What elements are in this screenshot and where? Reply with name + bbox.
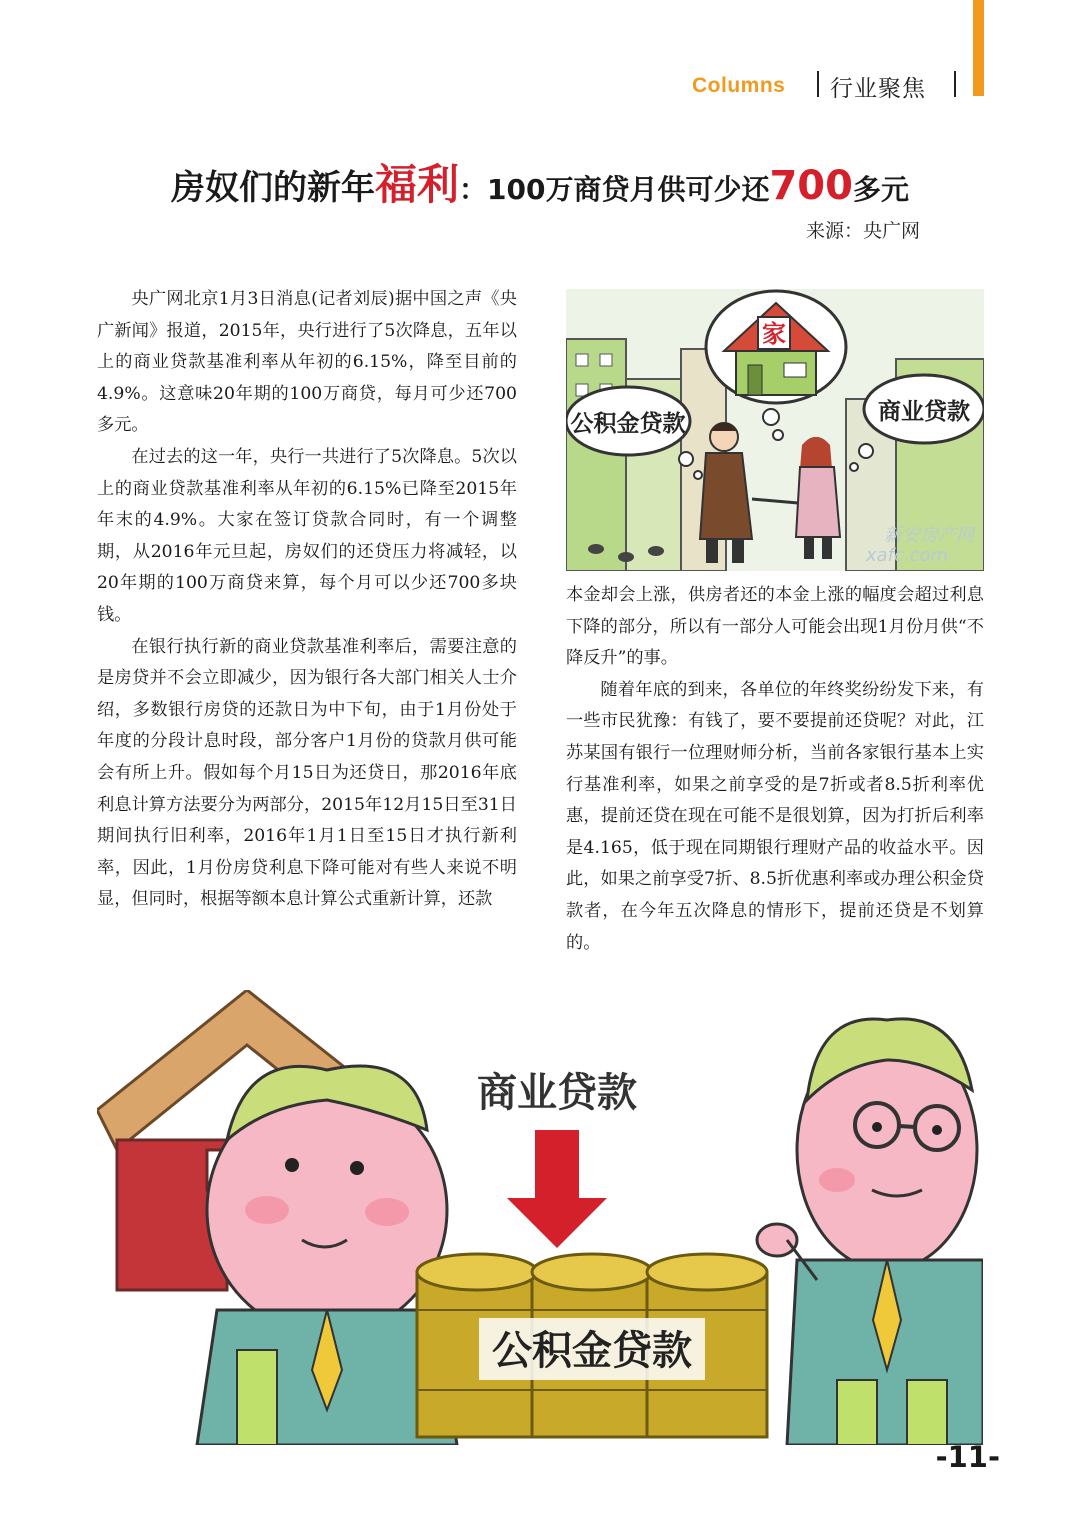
comparison-illustration-svg [97, 990, 983, 1445]
page-number: -11- [935, 1440, 1000, 1474]
header-divider-left [817, 71, 819, 97]
right-column [566, 580, 984, 959]
provident-fund-label: 公积金贷款 [492, 1328, 692, 1374]
bubble-left-label: 公积金贷款 [570, 411, 686, 437]
paragraph: 在银行执行新的商业贷款基准利率后，需要注意的是房贷并不会立即减少，因为银行各大部门相关人士介绍，多数银行房贷的还款日为中下旬，由于1月份处于年度的分段计息时段，部分客户1月份的贷款月供可能会有所上升。假如每个月15日为还贷日，那2016年底利息计算方法要分为两部分，2015年12月15日至31日期间执行旧利率，2016年1月1日至15日才执行新利率，因此，1月份房贷利息下降可能对有些人来说不明显，但同时，根据等额本息计算公式重新计算，还款 [97, 636, 517, 910]
house-label: 家 [762, 320, 786, 348]
title-part-1: 房奴们的新年 [171, 168, 375, 208]
paragraph: 在过去的这一年，央行一共进行了5次降息。5次以上的商业贷款基准利率从年初的6.15%已降至2015年年末的4.9%。大家在签订贷款合同时，有一个调整期，从2016年元旦起，房奴们的还贷压力将减轻，以20年期的100万商贷来算，每个月可以少还700多块钱。 [97, 446, 517, 625]
illustration-loan-couple [566, 289, 984, 571]
couple-illustration-svg [566, 289, 984, 571]
left-column [97, 284, 517, 916]
title-part-3: ：100万商贷月供可少还 [459, 173, 770, 206]
header-divider-right [954, 71, 956, 97]
paragraph-continuation: 本金却会上涨，供房者还的本金上涨的幅度会超过利息下降的部分，所以有一部分人可能会出现1月份月供“不降反升”的事。 [566, 585, 984, 669]
section-label: 行业聚焦 [830, 76, 926, 102]
columns-label: Columns [692, 74, 786, 97]
title-highlight-welfare: 福利 [375, 160, 460, 209]
illustration-loan-comparison [97, 990, 983, 1445]
title-highlight-700: 700 [769, 163, 853, 209]
paragraph: 随着年底的到来，各单位的年终奖纷纷发下来，有一些市民犹豫：有钱了，要不要提前还贷呢？对此，江苏某国有银行一位理财师分析，当前各家银行基本上实行基准利率，如果之前享受的是7折或者8.5折利率优惠，提前还贷在现在可能不是很划算，因为打折后利率是4.165，低于现在同期银行理财产品的收益水平。因此，如果之前享受7折、8.5折优惠利率或办理公积金贷款者，在今年五次降息的情形下，提前还贷是不划算的。 [566, 679, 984, 953]
paragraph: 央广网北京1月3日消息(记者刘辰)据中国之声《央广新闻》报道，2015年，央行进行了5次降息，五年以上的商业贷款基准利率从年初的6.15%，降至目前的4.9%。这意味20年期的100万商贷，每月可少还700多元。 [97, 289, 517, 436]
article-source: 来源：央广网 [805, 220, 920, 242]
bubble-right-label: 商业贷款 [878, 399, 970, 425]
watermark-text: 新安房产网 [884, 525, 974, 546]
title-part-5: 多元 [852, 173, 909, 206]
commercial-loan-label: 商业贷款 [477, 1070, 637, 1116]
watermark-url: xafc.com [866, 545, 949, 566]
column-header [690, 66, 980, 106]
article-title [0, 152, 1080, 212]
